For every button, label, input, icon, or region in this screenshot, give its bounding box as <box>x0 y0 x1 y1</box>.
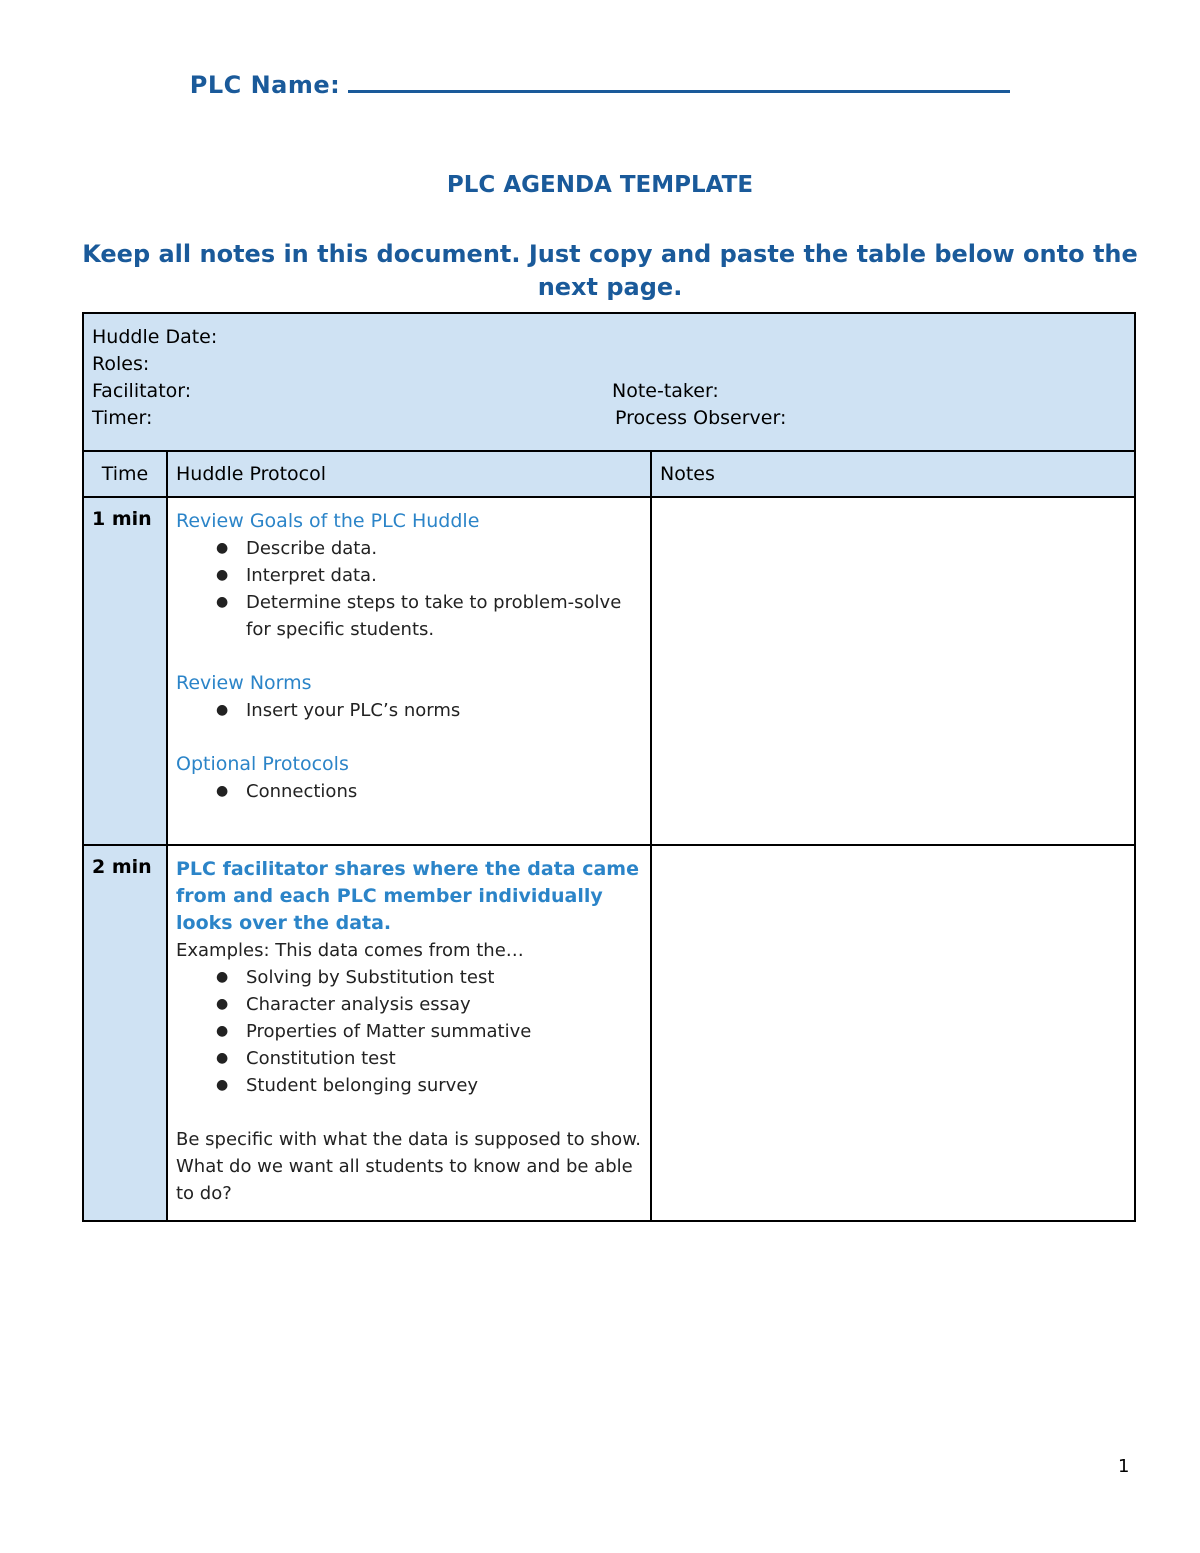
list-item: ● Solving by Substitution test <box>216 964 642 991</box>
instructions-text: Keep all notes in this document. Just copy and paste the table below onto the next page. <box>82 240 1138 301</box>
bullet-icon: ● <box>216 996 229 1012</box>
bullet-list <box>176 778 642 805</box>
notes-cell[interactable] <box>651 845 1135 1221</box>
bullet-icon: ● <box>216 540 229 556</box>
plc-name-blank-line[interactable] <box>348 70 1010 93</box>
bullet-list <box>176 535 642 643</box>
bullet-list <box>176 964 642 1099</box>
agenda-table <box>82 312 1136 1222</box>
column-header-notes: Notes <box>651 451 1135 497</box>
meeting-info-cell[interactable] <box>83 313 1135 451</box>
bullet-icon: ● <box>216 702 229 718</box>
protocol-cell[interactable] <box>167 497 651 845</box>
list-item: ● Character analysis essay <box>216 991 642 1018</box>
section-title: Optional Protocols <box>176 753 349 775</box>
list-item: ● Insert your PLC’s norms <box>216 697 642 724</box>
section-title: PLC facilitator shares where the data came from and each PLC member individually looks over the data. <box>176 858 639 934</box>
bullet-list <box>176 697 642 724</box>
table-row <box>83 497 1135 845</box>
list-item: ● Connections <box>216 778 642 805</box>
column-header-time: Time <box>83 451 167 497</box>
bullet-icon: ● <box>216 1077 229 1093</box>
timer-label: Timer: <box>92 407 153 429</box>
plc-name-field <box>0 70 1200 99</box>
page-number: 1 <box>1118 1456 1130 1477</box>
time-cell: 1 min <box>83 497 167 845</box>
column-header-protocol: Huddle Protocol <box>167 451 651 497</box>
plc-name-label: PLC Name: <box>189 71 341 99</box>
bullet-icon: ● <box>216 567 229 583</box>
list-item: ● Constitution test <box>216 1045 642 1072</box>
time-cell: 2 min <box>83 845 167 1221</box>
section-title: Review Norms <box>176 672 312 694</box>
examples-intro: Examples: This data comes from the… <box>176 940 524 961</box>
huddle-date-label: Huddle Date: <box>92 326 218 348</box>
bullet-icon: ● <box>216 594 229 610</box>
closing-text: Be specific with what the data is supposed to show. What do we want all students to know and be able to do? <box>176 1129 641 1204</box>
list-item: ● Student belonging survey <box>216 1072 642 1099</box>
document-title: PLC AGENDA TEMPLATE <box>446 172 754 198</box>
bullet-icon: ● <box>216 783 229 799</box>
table-row <box>83 845 1135 1221</box>
section-title: Review Goals of the PLC Huddle <box>176 510 480 532</box>
list-item: ● Properties of Matter summative <box>216 1018 642 1045</box>
note-taker-label: Note-taker: <box>612 380 719 402</box>
notes-cell[interactable] <box>651 497 1135 845</box>
list-item: ● Determine steps to take to problem-solve for specific students. <box>216 589 642 643</box>
list-item: ● Describe data. <box>216 535 642 562</box>
roles-label: Roles: <box>92 353 150 375</box>
bullet-icon: ● <box>216 1023 229 1039</box>
bullet-icon: ● <box>216 969 229 985</box>
facilitator-label: Facilitator: <box>92 380 192 402</box>
process-observer-label: Process Observer: <box>615 407 787 429</box>
protocol-cell[interactable] <box>167 845 651 1221</box>
bullet-icon: ● <box>216 1050 229 1066</box>
list-item: ● Interpret data. <box>216 562 642 589</box>
